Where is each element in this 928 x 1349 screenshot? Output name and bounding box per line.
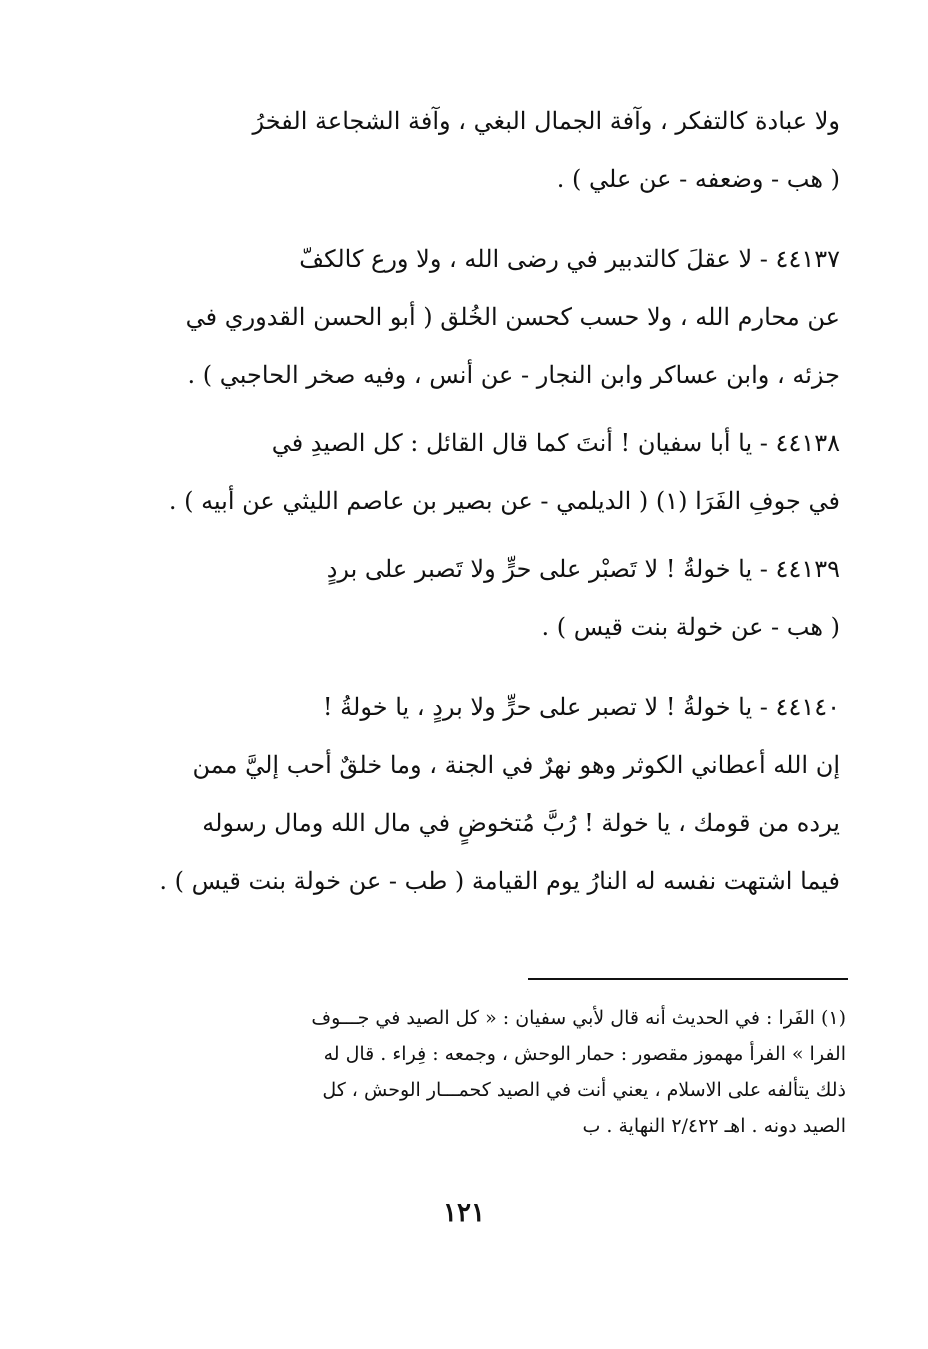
- footnote-line: (١) الفَرا : في الحديث أنه قال لأبي سفيان : « كل الصيد في جـــوف: [311, 1007, 846, 1029]
- footnote-line: الصيد دونه . اهـ ٢/٤٢٢ النهاية . ب: [582, 1115, 846, 1137]
- text-line: إن الله أعطاني الكوثر وهو نهرٌ في الجنة ، وما خلقٌ أحب إليَّ ممن: [192, 751, 840, 779]
- text-line: عن محارم الله ، ولا حسب كحسن الخُلق ( أبو الحسن القدوري في: [185, 303, 840, 331]
- footnote-line: الفرا » الفرأ مهموز مقصور : حمار الوحش ، وجمعه : فِراء . قال له: [323, 1043, 846, 1065]
- footnote-line: ذلك يتألفه على الاسلام ، يعني أنت في الصيد كحمـــار الوحش ، كل: [322, 1079, 846, 1101]
- footnotes: [140, 1000, 846, 1144]
- footnote-divider: [528, 978, 848, 980]
- hadith-44139-line: ٤٤١٣٩ - يا خولةُ ! لا تَصبْر على حرٍّ ولا تَصبر على بردٍ: [326, 555, 840, 583]
- main-text: [130, 92, 840, 910]
- text-line: يرده من قومك ، يا خولة ! رُبَّ مُتخوضٍ في مال الله ومال رسوله: [202, 809, 840, 837]
- hadith-44140-line: ٤٤١٤٠ - يا خولةُ ! لا تصبر على حرٍّ ولا بردٍ ، يا خولةُ !: [322, 693, 840, 721]
- hadith-44137-line: ٤٤١٣٧ - لا عقلَ كالتدبير في رضى الله ، ولا ورع كالكفّ: [299, 245, 840, 273]
- text-line: ( هب - عن خولة بنت قيس ) .: [541, 613, 840, 641]
- page-number: ١٢١: [443, 1198, 485, 1228]
- text-line: فيما اشتهت نفسه له النارُ يوم القيامة ( طب - عن خولة بنت قيس ) .: [159, 867, 840, 895]
- text-line: ( هب - وضعفه - عن علي ) .: [556, 165, 840, 193]
- text-line: ولا عبادة كالتفكر ، وآفة الجمال البغي ، وآفة الشجاعة الفخرُ: [252, 107, 840, 135]
- hadith-44138-line: ٤٤١٣٨ - يا أبا سفيان ! أنتَ كما قال القائل : كل الصيدِ في: [271, 429, 840, 457]
- text-line: جزئه ، وابن عساكر وابن النجار - عن أنس ، وفيه صخر الحاجبي ) .: [187, 361, 840, 389]
- text-line: في جوفِ الفَرَا (١) ( الديلمي - عن بصير بن عاصم الليثي عن أبيه ) .: [168, 487, 840, 515]
